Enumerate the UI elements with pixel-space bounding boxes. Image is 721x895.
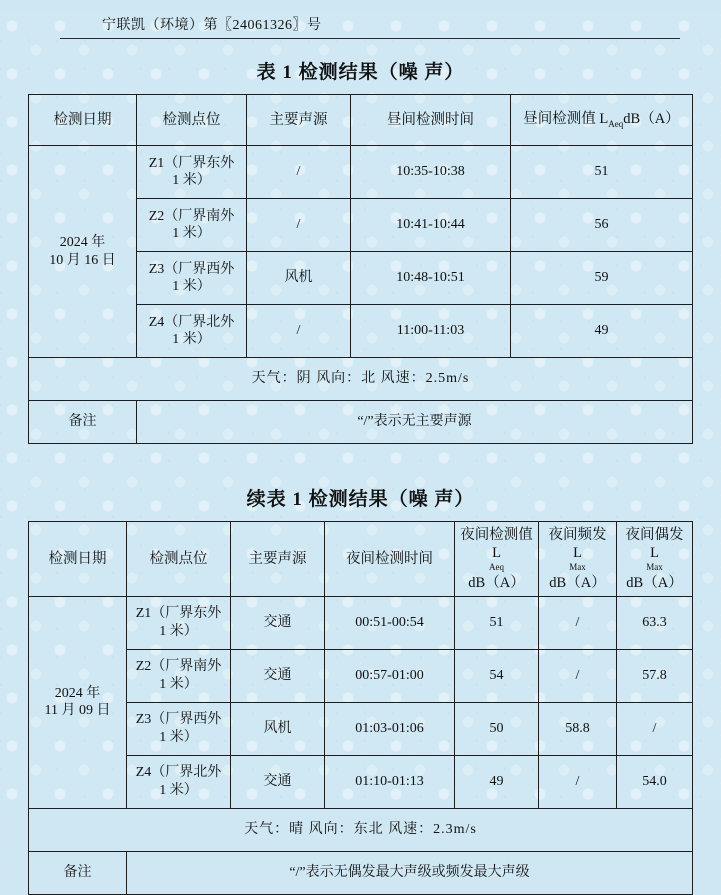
measure-point-line2: 1 米） (172, 226, 211, 241)
noise-results-table-night (28, 521, 693, 895)
col-header-night-leq-unit: L Aeq dB（A） (468, 545, 525, 591)
remark-row (29, 851, 693, 894)
measure-time: 01:10-01:13 (325, 755, 455, 808)
col-header-point: 检测点位 (137, 95, 247, 146)
measure-value-leq: 54 (455, 649, 539, 702)
col-header-value-unit: dB（A） (623, 110, 680, 127)
measure-value-occasional: 54.0 (617, 755, 693, 808)
measure-point-line1: Z2（厂界南外 (135, 659, 222, 675)
measure-point-line2: 1 米） (159, 676, 198, 692)
measure-date-line1: 2024 年 (54, 685, 101, 701)
weather-text: 天气：晴 风向：东北 风速：2.3m/s (29, 808, 693, 851)
noise-source: / (247, 199, 351, 252)
noise-source: 交通 (231, 755, 325, 808)
table-row (29, 649, 693, 702)
measure-value: 49 (511, 305, 693, 358)
table1-title: 表 1 检测结果（噪 声） (256, 62, 465, 83)
measure-point (127, 649, 231, 702)
remark-row (29, 401, 693, 444)
measure-value: 51 (511, 146, 693, 199)
measure-point-line2: 1 米） (172, 332, 211, 347)
measure-point (137, 199, 247, 252)
col-header-night-occasional-text: 夜间偶发 (625, 527, 684, 543)
col-header-time: 昼间检测时间 (351, 95, 511, 146)
measure-point (127, 702, 231, 755)
measure-value-frequent: / (539, 596, 617, 649)
measure-point (127, 755, 231, 808)
noise-source: 风机 (247, 252, 351, 305)
measure-date-line2: 10 月 16 日 (49, 252, 116, 268)
measure-time: 10:41-10:44 (351, 199, 511, 252)
col-header-value-subscript: Aeq (608, 118, 624, 129)
col-header-date: 检测日期 (29, 522, 127, 597)
measure-time: 11:00-11:03 (351, 305, 511, 358)
col-header-night-occasional-unit: L Max dB（A） (626, 545, 683, 591)
remark-label: 备注 (29, 401, 137, 444)
measure-point-line2: 1 米） (172, 279, 211, 294)
noise-source: / (247, 146, 351, 199)
col-header-source: 主要声源 (247, 95, 351, 146)
measure-value: 59 (511, 252, 693, 305)
measure-value-occasional: 57.8 (617, 649, 693, 702)
measure-time: 00:51-00:54 (325, 596, 455, 649)
noise-results-table-day (28, 94, 693, 444)
col-header-date: 检测日期 (29, 95, 137, 146)
measure-value-occasional: 63.3 (617, 596, 693, 649)
measure-point (137, 305, 247, 358)
measure-time: 10:48-10:51 (351, 252, 511, 305)
table-header-row (29, 522, 693, 597)
measure-value-occasional: / (617, 702, 693, 755)
measure-point-line2: 1 米） (159, 782, 198, 798)
measure-value-leq: 49 (455, 755, 539, 808)
col-header-source: 主要声源 (231, 522, 325, 597)
col-header-night-occasional (617, 522, 693, 597)
noise-source: 交通 (231, 649, 325, 702)
col-header-value-text: 昼间检测值 L (523, 110, 609, 127)
remark-text: “/”表示无主要声源 (137, 401, 693, 444)
measure-point-line1: Z4（厂界北外 (148, 314, 235, 330)
measure-point (137, 146, 247, 199)
remark-text: “/”表示无偶发最大声级或频发最大声级 (127, 851, 693, 894)
col-header-point: 检测点位 (127, 522, 231, 597)
col-header-night-frequent (539, 522, 617, 597)
col-header-value (511, 95, 693, 146)
col-header-night-frequent-text: 夜间频发 (548, 527, 607, 543)
table-row (29, 702, 693, 755)
measure-value-frequent: / (539, 755, 617, 808)
measure-value-frequent: / (539, 649, 617, 702)
weather-row (29, 358, 693, 401)
measure-point-line1: Z2（厂界南外 (148, 208, 235, 224)
measure-value-frequent: 58.8 (539, 702, 617, 755)
measure-date (29, 596, 127, 808)
measure-point-line1: Z3（厂界西外 (148, 261, 235, 277)
measure-point (137, 252, 247, 305)
measure-point (127, 596, 231, 649)
measure-value: 56 (511, 199, 693, 252)
report-page (0, 14, 721, 895)
noise-source: / (247, 305, 351, 358)
table-row (29, 596, 693, 649)
measure-point-line2: 1 米） (159, 623, 198, 639)
measure-date-line2: 11 月 09 日 (44, 703, 111, 719)
col-header-night-frequent-unit: L Max dB（A） (549, 545, 606, 591)
measure-date (29, 146, 137, 358)
measure-time: 10:35-10:38 (351, 146, 511, 199)
weather-text: 天气：阴 风向：北 风速：2.5m/s (29, 358, 693, 401)
document-number: 宁联凯（环境）第〖24061326〗号 (60, 14, 680, 39)
col-header-night-leq-text: 夜间检测值 (460, 527, 533, 543)
measure-point-line2: 1 米） (172, 173, 211, 188)
weather-row (29, 808, 693, 851)
measure-time: 01:03-01:06 (325, 702, 455, 755)
measure-value-leq: 50 (455, 702, 539, 755)
table-header-row (29, 95, 693, 146)
measure-point-line1: Z1（厂界东外 (135, 606, 222, 622)
noise-source: 风机 (231, 702, 325, 755)
col-header-time: 夜间检测时间 (325, 522, 455, 597)
noise-source: 交通 (231, 596, 325, 649)
measure-date-line1: 2024 年 (59, 235, 106, 250)
measure-point-line1: Z3（厂界西外 (135, 712, 222, 728)
measure-point-line1: Z4（厂界北外 (135, 765, 222, 781)
table2-title: 续表 1 检测结果（噪 声） (246, 489, 475, 510)
table-row (29, 755, 693, 808)
measure-point-line1: Z1（厂界东外 (148, 155, 235, 171)
measure-point-line2: 1 米） (159, 729, 198, 745)
remark-label: 备注 (29, 851, 127, 894)
measure-value-leq: 51 (455, 596, 539, 649)
col-header-night-leq (455, 522, 539, 597)
measure-time: 00:57-01:00 (325, 649, 455, 702)
table-row (29, 146, 693, 199)
